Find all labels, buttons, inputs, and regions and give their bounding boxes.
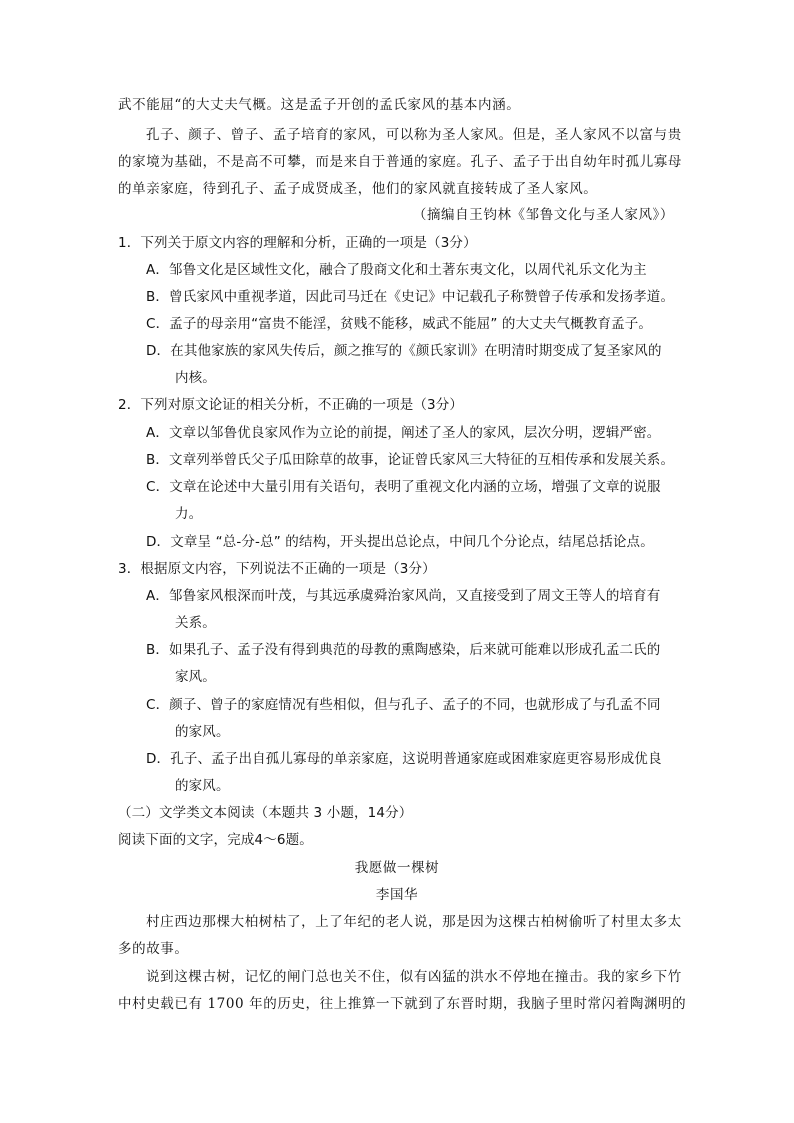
story-title: 我愿做一棵树: [354, 860, 440, 876]
question-option-continued: 的家风。: [175, 724, 230, 740]
passage-line: 武不能屈“的大丈夫气概。这是孟子开创的孟氏家风的基本内涵。: [118, 97, 521, 113]
passage-source: （摘编自王钧林《邹鲁文化与圣人家风》）: [412, 207, 674, 223]
question-option-continued: 家风。: [175, 669, 216, 685]
question-option: B．文章列举曾氏父子瓜田除草的故事，论证曾氏家风三大特征的互相传承和发展关系。: [146, 452, 675, 468]
question-option: A．文章以邹鲁优良家风作为立论的前提，阐述了圣人的家风，层次分明，逻辑严密。: [146, 425, 661, 441]
question-option: D．在其他家族的家风失传后，颜之推写的《颜氏家训》在明清时期变成了复圣家风的: [146, 343, 662, 359]
question-stem: 3．根据原文内容，下列说法不正确的一项是（3分）: [118, 561, 436, 577]
passage-line: 孔子、颜子、曾子、孟子培育的家风，可以称为圣人家风。但是，圣人家风不以富与贵: [146, 127, 682, 143]
passage-line: 的单亲家庭，待到孔子、孟子成贤成圣，他们的家风就直接转成了圣人家风。: [118, 181, 598, 197]
story-line: 中村史载已有 1700 年的历史，往上推算一下就到了东晋时期，我脑子里时常闪着陶渊明的: [118, 996, 687, 1012]
question-option-continued: 内核。: [175, 370, 216, 386]
passage-line: 的家境为基础，不是高不可攀，而是来自于普通的家庭。孔子、孟子于出自幼年时孤儿寡母: [118, 154, 682, 170]
story-line: 多的故事。: [118, 941, 189, 957]
question-option: D．文章呈 “总-分-总” 的结构，开头提出总论点，中间几个分论点，结尾总括论点。: [146, 534, 654, 550]
question-option: B．如果孔子、孟子没有得到典范的母教的熏陶感染，后来就可能难以形成孔孟二氏的: [146, 642, 661, 658]
question-stem: 1．下列关于原文内容的理解和分析，正确的一项是（3分）: [118, 235, 477, 251]
question-option-continued: 关系。: [175, 615, 216, 631]
question-option: B．曾氏家风中重视孝道，因此司马迁在《史记》中记载孔子称赞曾子传承和发扬孝道。: [146, 289, 675, 305]
question-option: A．邹鲁家风根深而叶茂，与其远承虞舜治家风尚，又直接受到了周文王等人的培育有: [146, 588, 661, 604]
story-line: 说到这棵古树，记忆的闸门总也关不住，似有凶猛的洪水不停地在撞击。我的家乡下竹: [146, 969, 682, 985]
question-stem: 2．下列对原文论证的相关分析，不正确的一项是（3分）: [118, 397, 464, 413]
question-option: C．颜子、曾子的家庭情况有些相似，但与孔子、孟子的不同，也就形成了与孔孟不同: [146, 697, 661, 713]
question-option: D．孔子、孟子出自孤儿寡母的单亲家庭，这说明普通家庭或困难家庭更容易形成优良: [146, 751, 662, 767]
question-option: C．文章在论述中大量引用有关语句，表明了重视文化内涵的立场，增强了文章的说服: [146, 479, 661, 495]
question-option-continued: 的家风。: [175, 778, 230, 794]
story-author: 李国华: [375, 887, 419, 903]
question-option: A．邹鲁文化是区域性文化，融合了殷商文化和土著东夷文化，以周代礼乐文化为主: [146, 262, 647, 278]
story-line: 村庄西边那棵大柏树枯了，上了年纪的老人说，那是因为这棵古柏树偷听了村里太多太: [146, 914, 682, 930]
section-instruction: 阅读下面的文字，完成4～6题。: [118, 832, 313, 848]
section-heading: （二）文学类文本阅读（本题共 3 小题，14分）: [118, 805, 413, 821]
question-option: C．孟子的母亲用“富贵不能淫，贫贱不能移，威武不能屈” 的大丈夫气概教育孟子。: [146, 316, 653, 332]
question-option-continued: 力。: [175, 506, 203, 522]
